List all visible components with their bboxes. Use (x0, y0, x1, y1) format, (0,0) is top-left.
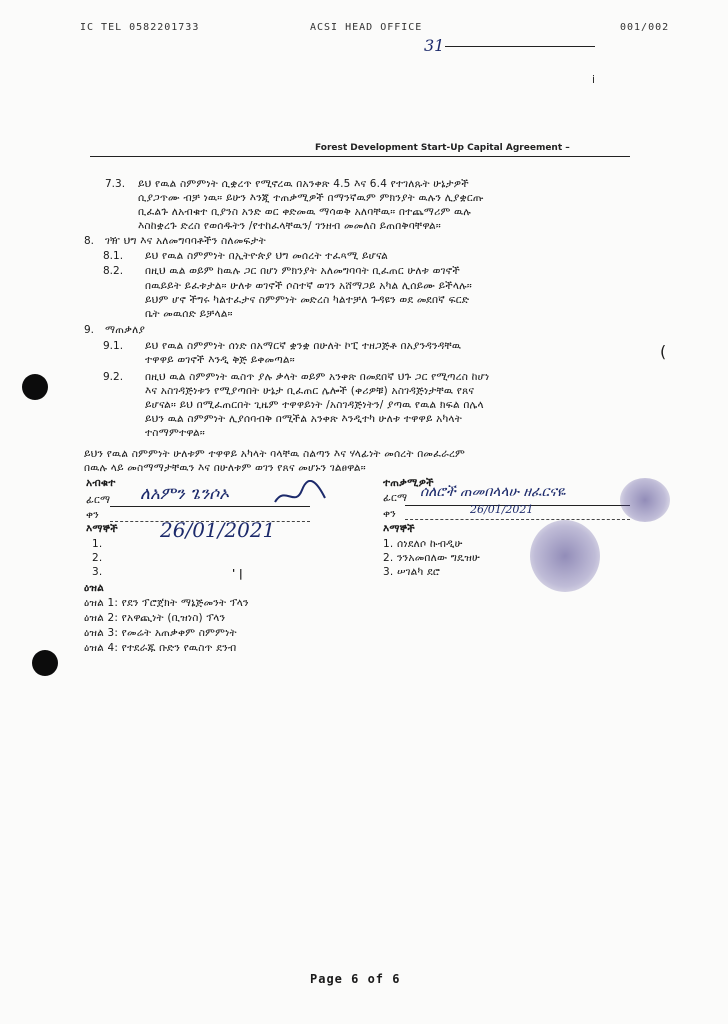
left-sign-line (110, 506, 310, 507)
right-witness-2: 2. ንንአመበለው ግዴዝሁ (383, 552, 480, 564)
fax-office: ACSI HEAD OFFICE (310, 22, 423, 33)
clause-8-1-number: 8.1. (103, 250, 124, 262)
annex-item: ዕዝል 3: የመሬት አጠቃቀም ስምምነት (84, 627, 237, 639)
clause-9-2-line: ተስማምተዋል። (145, 427, 205, 439)
left-witness-3: 3. (92, 566, 103, 578)
right-witness-3: 3. ሠገልካ ደሮ (383, 566, 441, 578)
right-date-line (405, 519, 630, 520)
clause-9-2-line: ይህን ዉል ስምምነት ሊያሰባብቅ በሚችል አንቀጽ እንዲተካ ሁለቱ ተዋዋይ አካላት (145, 413, 462, 425)
thumbprint-stamp (620, 478, 670, 522)
annex-item: ዕዝል 1: የደን ፕሮጀክት ማኔጅመንት ፕላን (84, 597, 249, 609)
clause-8-2-line: በዚህ ዉል ወይም ከዉሉ ጋር በሆነ ምክንያት አለመግባባት ቢፈጠር ሁለቱ ወገኖች (145, 265, 460, 277)
punch-hole (22, 374, 48, 400)
fax-underline (445, 46, 595, 47)
thumbprint-stamp (530, 520, 600, 592)
handwritten-page-number: 31 (424, 36, 445, 55)
clause-8-1-line: ይህ የዉል ስምምነት በኢትዮጵያ ህግ መሰረት ተፈጻሚ ይሆናል (145, 250, 388, 262)
clause-9-1-line: ይህ የዉል ስምምነት ሰነድ በአማርኛ ቋንቋ በሁለት ኮፒ ተዘጋጅቶ በአያንዳንዳቸዉ (145, 340, 462, 352)
clause-7-3-number: 7.3. (105, 178, 126, 190)
annex-item: ዕዝል 2: የአዋጪነት (ቢዝነስ) ፕላን (84, 612, 226, 624)
right-handwritten-name: ሰለሮች ጠመበላላሁ ዘፈርናዬ (420, 484, 566, 500)
header-rule (90, 156, 630, 157)
left-party-heading: አብቁተ (86, 477, 116, 489)
left-date-label: ቀን (86, 509, 99, 521)
closing-line: ይህን የዉል ስምምነት ሁለቱም ተዋዋይ አካላት ባላቸዉ ስልጣን እና ሃላፊነት መሰረት በመፈራረም (84, 448, 466, 460)
clause-8-2-line: ይህም ሆኖ ችግሩ ካልተፈታና ስምምነት መድረስ ካልተቻለ ጉዳዩን ወደ መደበኛ ፍርድ (145, 294, 470, 306)
clause-8-2-line: ቤት መዉሰድ ይቻላል። (145, 308, 233, 320)
right-signature-label: ፊርማ (383, 492, 408, 504)
clause-9-2-line: ይሆናል። ይህ በሚፈጠርበት ጊዜም ተዋዋይነት /አስገዳጅነትን/ ያጣዉ የዉል ክፍል በሌላ (145, 399, 484, 411)
left-witness-2: 2. (92, 552, 103, 564)
stray-mark: ' | (232, 568, 243, 580)
clause-8-2-line: በዉይይት ይፈቱታል። ሁለቱ ወገኖች ሶስተኛ ወገን አሸማጋይ አካል ሊሰይሙ ይችላሉ። (145, 280, 472, 292)
clause-9-2-line: በዚህ ዉል ስምምነት ዉስጥ ያሉ ቃላት ወይም አንቀጽ በመደበኛ ህጉ ጋር የሚጣረስ ከሆነ (145, 371, 490, 383)
clause-9-1-number: 9.1. (103, 340, 124, 352)
handwritten-date: 26/01/2021 (160, 518, 276, 542)
left-signature-label: ፊርማ (86, 494, 111, 506)
section-9-number: 9. (84, 324, 95, 336)
closing-line: በዉሉ ላይ መስማማታቸዉን እና በሁለቱም ወገን የጸና መሆኑን ገልፀዋል። (84, 462, 366, 474)
punch-hole (32, 650, 58, 676)
top-mark: i (592, 74, 595, 86)
section-9-title: ማጠቃለያ (105, 324, 146, 336)
margin-bracket: ( (660, 342, 667, 361)
fax-tel: IC TEL 0582201733 (80, 22, 200, 33)
annex-item: ዕዝል 4: የተደራጁ ቡድን የዉስጥ ደንብ (84, 642, 237, 654)
left-handwritten-name: ለአምን ጌንሶኦ (140, 484, 230, 504)
section-8-number: 8. (84, 235, 95, 247)
section-8-title: ገዥ ህግ እና አለመግባባቶችን ስለመፍታት (105, 235, 266, 247)
left-witness-1: 1. (92, 538, 103, 550)
clause-9-2-number: 9.2. (103, 371, 124, 383)
clause-7-3-line: ቢፈልጉ ለአብቁተ ቢያንስ አንድ ወር ቀድመዉ ማሳወቅ አለባቸዉ። በተጨማሪም ዉሉ (138, 206, 472, 218)
clause-7-3-line: እስከቋረጉ ድረስ የወሰዱትን /የተከፈላቸዉን/ ገንዘብ መመለስ ይጠበቅባቸዋል። (138, 220, 442, 232)
page-footer: Page 6 of 6 (310, 972, 401, 986)
right-date-label: ቀን (383, 508, 396, 520)
annex-heading: ዕዝል (84, 582, 104, 594)
right-party-heading: ተጠቃሚዎች (383, 477, 434, 489)
clause-9-1-line: ተዋዋይ ወገኖች እንዲ ቅጅ ይቀመጣል። (145, 354, 295, 366)
right-witness-1: 1. ሰነደለሶ ኩብዲሁ (383, 538, 463, 550)
clause-7-3-line: ሲያጋጥሙ ብቻ ነዉ። ይሁን እንጂ ተጠቃሚዎች በማንኛዉም ምክንያት ዉሉን ሊያቋርጡ (138, 192, 484, 204)
clause-7-3-line: ይህ የዉል ስምምነት ሲቋረጥ የሚኖረዉ በአንቀጽ 4.5 እና 6.4 የተገለጹት ሁኔታዎች (138, 178, 469, 190)
right-handwritten-date: 26/01/2021 (470, 503, 534, 516)
right-witnesses-label: እማኞች (383, 523, 415, 535)
running-header: Forest Development Start-Up Capital Agreement – (315, 143, 570, 153)
clause-8-2-number: 8.2. (103, 265, 124, 277)
fax-page-count: 001/002 (620, 22, 670, 33)
left-witnesses-label: እማኞች (86, 523, 118, 535)
clause-9-2-line: እና አስገዳጅነቱን የሚያጣበት ሁኔታ ቢፈጠር ሌሎች (ቀሪዎቹ) አስገዳጅነታቸዉ የጸና (145, 385, 475, 397)
